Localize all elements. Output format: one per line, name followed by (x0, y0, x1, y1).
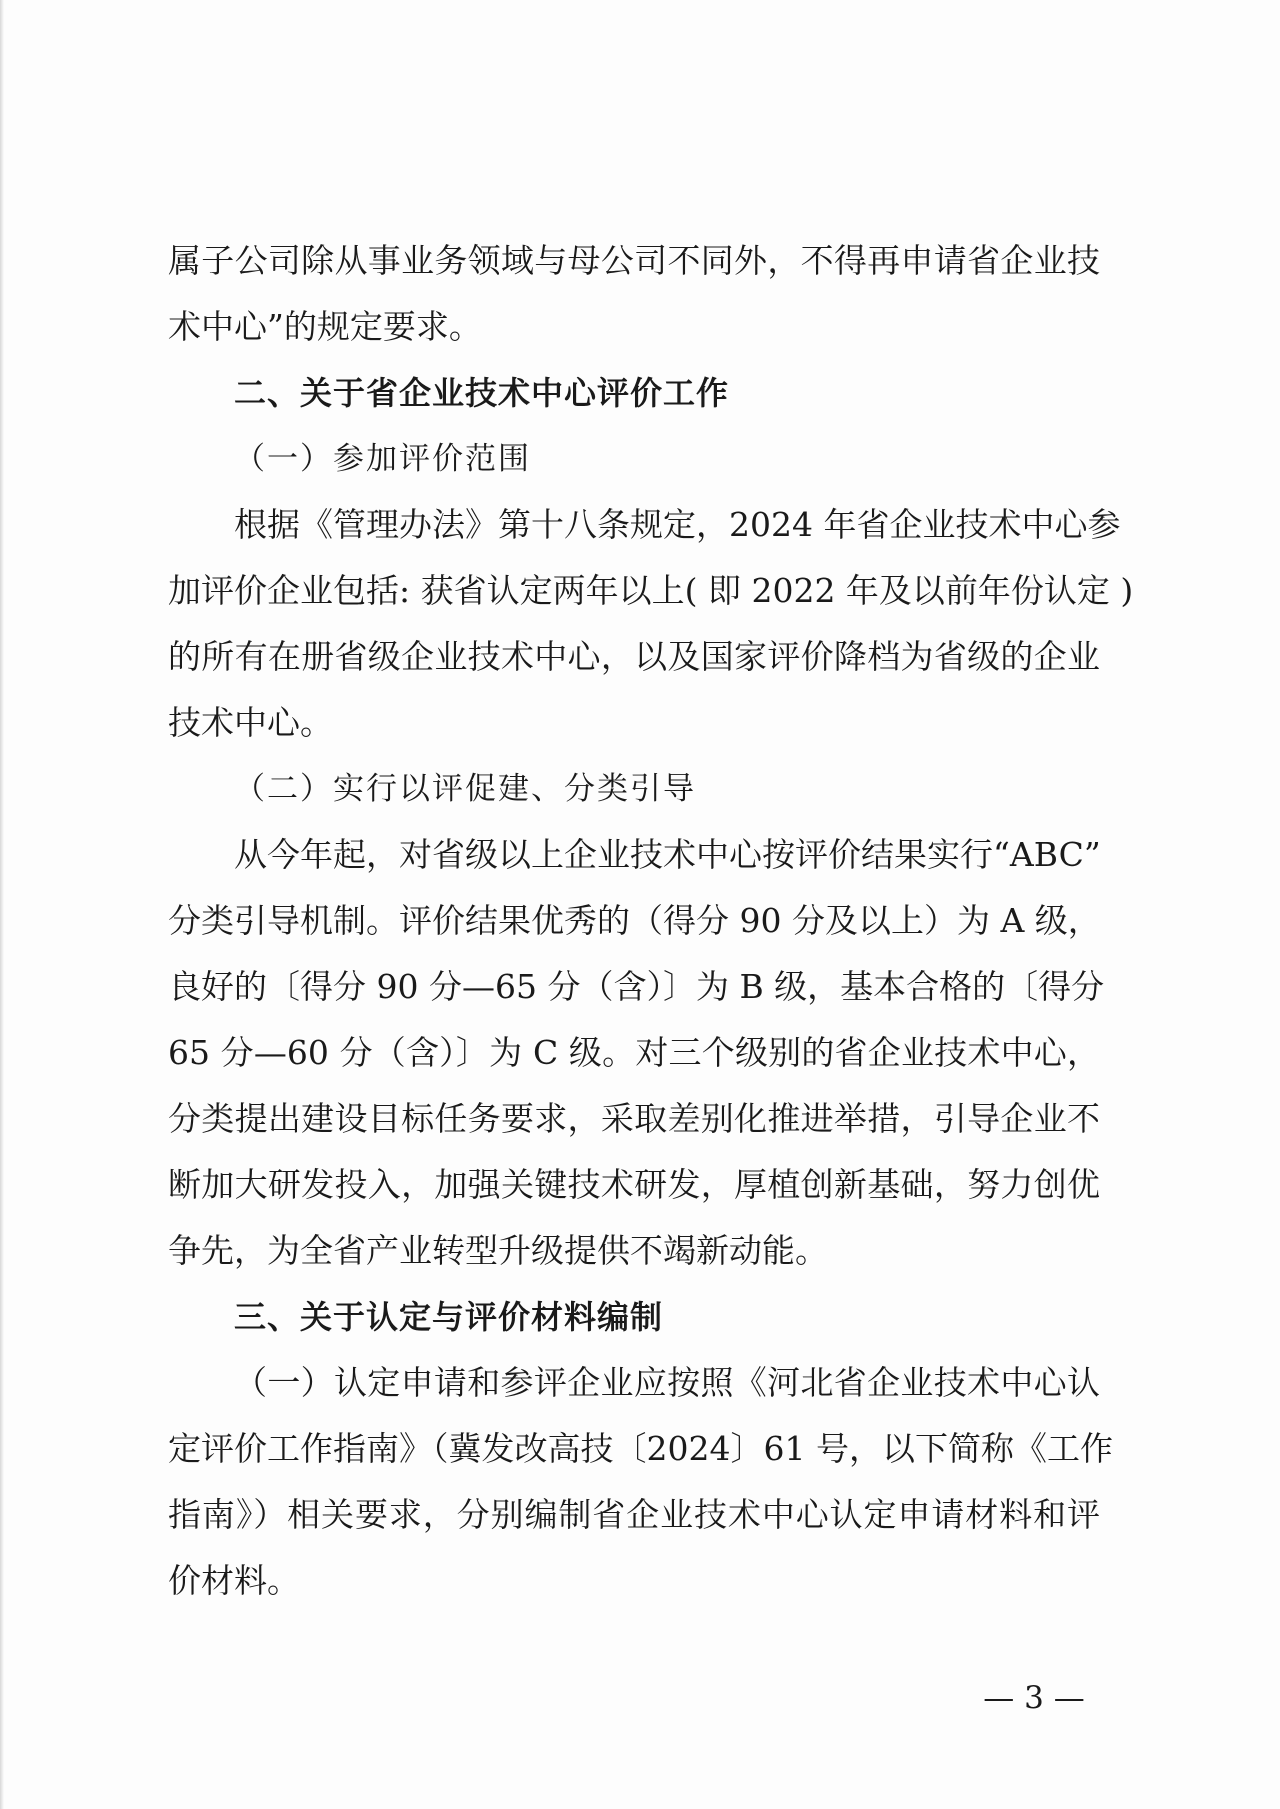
para-2-2-line-6: 断加大研发投入，加强关键技术研发，厚植创新基础，努力创优 (168, 1165, 1100, 1204)
para-continuation-line-1: 属子公司除从事业务领域与母公司不同外，不得再申请省企业技 (168, 241, 1100, 280)
para-2-1-line-1: 根据《管理办法》第十八条规定，2024 年省企业技术中心参 (234, 505, 1121, 544)
para-2-2-line-4: 65 分—60 分（含）〕为 C 级。对三个级别的省企业技术中心， (168, 1033, 1100, 1072)
subheading-2-2: （二）实行以评促建、分类引导 (234, 771, 696, 807)
para-2-2-line-5: 分类提出建设目标任务要求，采取差别化推进举措，引导企业不 (168, 1099, 1100, 1138)
para-2-2-line-7: 争先，为全省产业转型升级提供不竭新动能。 (168, 1231, 828, 1270)
para-2-1-line-2: 加评价企业包括: 获省认定两年以上( 即 2022 年及以前年份认定 ) (168, 571, 1134, 610)
para-2-2-line-3: 良好的〔得分 90 分—65 分（含）〕为 B 级，基本合格的〔得分 (168, 967, 1105, 1006)
para-2-2-line-2: 分类引导机制。评价结果优秀的（得分 90 分及以上）为 A 级， (168, 901, 1101, 940)
para-2-1-line-4: 技术中心。 (168, 703, 333, 742)
section-heading-3: 三、关于认定与评价材料编制 (234, 1298, 664, 1336)
page-number: — 3 — (983, 1680, 1085, 1716)
para-continuation-line-2: 术中心”的规定要求。 (168, 307, 482, 346)
section-heading-2: 二、关于省企业技术中心评价工作 (234, 374, 730, 412)
para-2-2-line-1: 从今年起，对省级以上企业技术中心按评价结果实行“ABC” (234, 835, 1101, 874)
para-3-1-line-4: 价材料。 (168, 1561, 300, 1600)
para-3-1-line-3: 指南》）相关要求，分别编制省企业技术中心认定申请材料和评 (168, 1495, 1100, 1534)
subheading-2-1: （一）参加评价范围 (234, 441, 531, 477)
page-edge-shadow (0, 0, 4, 1809)
para-3-1-line-2: 定评价工作指南》（冀发改高技〔2024〕61 号，以下简称《工作 (168, 1429, 1113, 1468)
para-2-1-line-3: 的所有在册省级企业技术中心，以及国家评价降档为省级的企业 (168, 637, 1100, 676)
document-body (168, 228, 1134, 1614)
para-3-1-line-1: （一）认定申请和参评企业应按照《河北省企业技术中心认 (234, 1363, 1100, 1402)
